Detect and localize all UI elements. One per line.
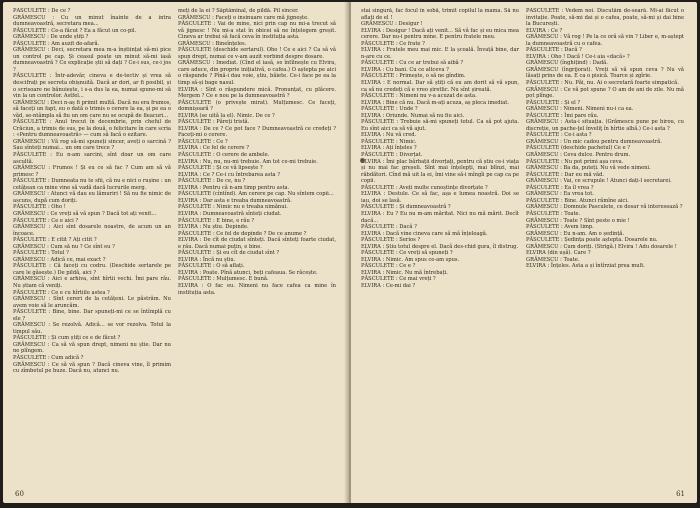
dialogue-paragraph: ELVIRA : Pentru că n-am timp pentru asta. xyxy=(178,184,290,191)
dialogue-paragraph: ELVIRA : Oho ! Dacă ! Ce-i aia «dacă» ? xyxy=(526,53,630,60)
dialogue-paragraph: PĂSCULETE : Bine. Atunci rămîne aici. xyxy=(526,197,629,204)
dialogue-paragraph: ELVIRA : Ce ? Ce-i cu întrebarea asta ? xyxy=(178,171,280,178)
dialogue-paragraph: PĂSCULETE : Am auzit de-afară. xyxy=(13,40,100,47)
dialogue-paragraph: PĂSCULETE : Anul trecut în decembrie, prin cheful de Crăciun, a trimis de sus, pe la două, o felicitare în care scria : «Pentru dumneavoastră» — cum să facă o ezitare. xyxy=(13,119,171,139)
dialogue-paragraph: PĂSCULETE : Ce frate ? xyxy=(361,40,425,47)
dialogue-paragraph: PĂSCULETE : Ce fel de depinde ? De ce anume ? xyxy=(178,230,307,237)
dialogue-paragraph: ELVIRA : Nu vă cred. xyxy=(361,132,417,139)
dialogue-paragraph: PĂSCULETE : Vai de mine, nici prin cap nu mi-a trecut să vă jignesc ! Nu mi-a stat în obicei să ne înțelegem greșit. Cineva ar trebui să facă ceva în instituția asta. xyxy=(178,21,336,41)
dialogue-paragraph: GRĂMESCU (îngrijorat). Vreți să vă spun ceva ? Nu vă lăsați prins de ea. E ca o pisică. Toarce și zgîrie. xyxy=(526,66,684,80)
dialogue-paragraph: ELVIRA : Ce-mi dai ? xyxy=(361,282,416,289)
dialogue-paragraph: GRĂMESCU : Frumos ! Și eu ce să fac ? Cum am să vă primesc ? xyxy=(13,165,171,178)
dialogue-paragraph: PĂSCULETE : Ce mai vreți ? xyxy=(361,276,436,283)
dialogue-paragraph: ELVIRA : Bine că nu. Dacă m-ați acuza, aș pleca imediat. xyxy=(361,99,509,106)
dialogue-paragraph: GRĂMESCU : Vai, ce scrupule ! Atunci dați-l secretarei. xyxy=(526,178,672,185)
dialogue-paragraph: PĂSCULETE : Avem timp. xyxy=(526,224,594,231)
dialogue-paragraph: ELVIRA : Fratele meu mai mic. E la școală. Învață bine, dar n-are cu ce. xyxy=(361,47,519,60)
right-page-columns xyxy=(361,8,687,481)
dialogue-paragraph: PĂSCULETE (o privește mirat). Mulțumesc. Ce faceți, domnișoară ? xyxy=(178,99,336,113)
dialogue-paragraph: GRĂMESCU : Ba da, puteți. Nu vă vede nimeni. xyxy=(526,165,651,172)
dialogue-paragraph: PĂSCULETE : Ea îl vrea ? xyxy=(526,184,594,191)
dialogue-paragraph: PĂSCULETE : Unde ? xyxy=(361,106,418,113)
dialogue-paragraph: ELVIRA : Cu bani. Cu ce altceva ? xyxy=(361,66,449,73)
dialogue-paragraph: GRĂMESCU : Un mic cadou pentru dumneavoastră. xyxy=(526,138,663,145)
dialogue-paragraph: ELVIRA : Dumneavoastră sînteți ciudat. xyxy=(178,210,282,217)
dialogue-paragraph: stai singură, fac focul în sobă, trimit copilul la mama. Să nu aflați de el ! xyxy=(361,8,519,21)
right-page xyxy=(351,2,697,503)
dialogue-paragraph: ELVIRA (din ușă). Care ? xyxy=(526,250,591,257)
dialogue-paragraph: GRĂMESCU : Cum doriți. (Strigă.) Elvira ! Adu dosarele ! xyxy=(526,243,677,250)
dialogue-paragraph: GRĂMESCU : De unde știți ? xyxy=(13,34,89,41)
dialogue-paragraph: ELVIRA : Înțeles. Asta a și întîrziat prea mult. xyxy=(526,263,645,270)
dialogue-paragraph: GRĂMESCU : Cu un minut înainte de a intra dumneavoastră, secretara mea... xyxy=(13,14,171,28)
dialogue-paragraph: GRĂMESCU : Aici e arhiva, sînt hîrtii vechi. Îmi pare rău. Nu știam că veniți. xyxy=(13,276,171,289)
dialogue-paragraph: GRĂMESCU : Domnule Pasculete, ce dosar vă interesează ? xyxy=(526,204,683,211)
dialogue-paragraph: PĂSCULETE : Ce ? xyxy=(178,138,228,145)
dialogue-paragraph: GRĂMESCU : Ca să vă spun drept, nimeni nu știe. Dar nu ne plîngem. xyxy=(13,341,171,355)
dialogue-paragraph: GRĂMESCU : Atunci vă dau eu lămuriri ! Să nu fie nimic de ascuns, după cum doriți. xyxy=(13,191,171,204)
dialogue-paragraph: GRĂMESCU : Deci n-aș fi primit multă. Dacă nu era frumos, să faceți un fapt, eu o dată o trimis o cerere la ea, și pe ea o văd, se-ntâmpla să fiu un om care nu se ocupă de fleacuri... xyxy=(13,99,171,119)
right-page-column-2 xyxy=(526,8,684,481)
dialogue-paragraph: ELVIRA : O fac eu. Nimeni nu face cafea ca mine în instituția asta. xyxy=(178,282,336,296)
dialogue-paragraph: ELVIRA : Nimic. Am spus ce-am spus. xyxy=(361,256,460,263)
dialogue-paragraph: PĂSCULETE : Bine, bine. Dar spuneți-mi ce se întîmplă cu ele ? xyxy=(13,309,171,322)
dialogue-paragraph: PĂSCULETE : O să aflați. xyxy=(178,263,245,270)
dialogue-paragraph: ELVIRA : Ați înțeles ? xyxy=(361,145,417,152)
dialogue-paragraph: PĂSCULETE : Și ce vă lipsește ? xyxy=(178,165,263,172)
dialogue-paragraph: GRĂMESCU : Ceva dulce. Pentru drum. xyxy=(526,152,631,159)
dialogue-paragraph: PĂSCULETE : De ce ? xyxy=(13,8,71,14)
dialogue-paragraph: PĂSCULETE (deschide sertarul). Oho ! Ce e aici ? Ca să vă spun drept, numai ce v-am auzit vorbind despre dosare. xyxy=(178,47,336,60)
dialogue-paragraph: PĂSCULETE : Totul ? xyxy=(13,250,69,257)
dialogue-paragraph: GRĂMESCU : Nimeni. Nimeni nu-i ca ea. xyxy=(526,106,634,113)
dialogue-paragraph: ELVIRA : Dar asta e treaba dumneavoastră. xyxy=(178,197,292,204)
dialogue-paragraph: ELVIRA : Știu totul despre el. Dacă des-chid gura, îl distrug. xyxy=(361,243,519,250)
dialogue-paragraph: PĂSCULETE : Nu. Păi, nu. Ai o secretară foarte simpatică. xyxy=(526,80,679,87)
dialogue-paragraph: PĂSCULETE : Toate. xyxy=(526,210,581,217)
dialogue-paragraph: meți de la ei ? Săptămînal, de pildă. Pil sincer. xyxy=(178,8,299,14)
dialogue-paragraph: PĂSCULETE : Divorțat. xyxy=(361,152,423,159)
dialogue-paragraph: GRĂMESCU : Ce vă pot spune ? O am de ani de zile. Nu mă pot plînge. xyxy=(526,86,684,100)
dialogue-paragraph: GRĂMESCU : Toate ? Sînt peste o mie ! xyxy=(526,217,630,224)
dialogue-paragraph: GRĂMESCU : Toate. xyxy=(526,256,580,263)
left-page xyxy=(3,2,347,503)
dialogue-paragraph: ELVIRA : Nimic. Nu mă întrebați. xyxy=(361,269,448,276)
dialogue-paragraph: PĂSCULETE : Primește, o să ne gîndim. xyxy=(361,73,466,80)
dialogue-paragraph: PĂSCULETE : Nimeni nu v-a acuzat de asta. xyxy=(361,93,477,100)
dialogue-paragraph: PĂSCULETE : Ce e aici ? xyxy=(13,217,79,224)
dialogue-paragraph: GRĂMESCU : Adică ce, mai exact ? xyxy=(13,256,106,263)
dialogue-paragraph: ELVIRA : Destule. Ce să fac, așa e lumea noastră. Doi se iau, doi se lasă. xyxy=(361,191,519,204)
dialogue-paragraph: PĂSCULETE : Păreți tristă. xyxy=(178,119,250,126)
dialogue-paragraph: PĂSCULETE : Îmi pare rău. xyxy=(526,112,599,119)
dialogue-paragraph: GRĂMESCU : Ce vreți să vă spun ? Dacă tot ați venit... xyxy=(13,210,157,217)
dialogue-paragraph: PĂSCULETE (deschide pachetul) Ce e ? xyxy=(526,145,631,152)
dialogue-paragraph: PĂSCULETE : Ce-i asta ? xyxy=(526,132,592,139)
dialogue-paragraph: GRĂMESCU : Vă rog să-mi spuneți sincer, aveți o sarcină ? Sau sînteți numai... un om care trece ? xyxy=(13,138,171,152)
dialogue-paragraph: GRĂMESCU : Asta-i situația. (Grămescu pune pe birou, cu discreție, un pache-ţel înveliţ în hîrtie albă.) Ce-i asta ? xyxy=(526,119,684,132)
dialogue-paragraph: PĂSCULETE : Eu n-am sarcini, sînt doar un om care ascultă. xyxy=(13,152,171,165)
dialogue-paragraph: GRĂMESCU (înghițind) : Dadă. xyxy=(526,60,608,67)
dialogue-paragraph: GRĂMESCU : Eu n-am. Am o ședință. xyxy=(526,230,625,237)
dialogue-paragraph: PĂSCULETE : Dacă ? xyxy=(361,224,417,231)
dialogue-paragraph: GRĂMESCU : Desigur ! xyxy=(361,21,423,28)
dialogue-paragraph: PĂSCULETE : Cu ce ar trebui să aibă ? xyxy=(361,60,464,67)
dialogue-paragraph: PĂSCULETE : Nimic nu e treaba nimănui. xyxy=(178,204,288,211)
dialogue-paragraph: PĂSCULETE : Nu pot primi așa ceva. xyxy=(526,158,624,165)
dialogue-paragraph: PĂSCULETE : Dacă ? xyxy=(526,47,582,54)
dialogue-paragraph: PĂSCULETE : Trebuie să-mi spuneți totul. Ca să pot ajuta. Eu sînt aici ca să vă ajut. xyxy=(361,119,519,132)
dialogue-paragraph: GRĂMESCU : Ea vrea tot. xyxy=(526,191,594,198)
dialogue-paragraph: GRĂMESCU : Sînt cereri de la cetățeni. Le păstrăm. Nu avem voie să le aruncăm. xyxy=(13,296,171,309)
dialogue-paragraph: ELVIRA : Îmi plac bărbații divorțați, pentru că știu ce-i viața și nu mai fac greșeli. Sînt mai înțelepți, mai blînzi, mai răbdători. Cînd mă uit la ei, îmi vine să-i mîngîi pe cap ca pe copii. xyxy=(361,158,519,185)
dialogue-paragraph: PĂSCULETE : Ședința poate aștepta. Dosarele nu. xyxy=(526,237,658,244)
dialogue-paragraph: GRĂMESCU : Cum să nu ? Ce sînt eu ? xyxy=(13,243,115,250)
dialogue-paragraph: GRĂMESCU : Se rezolvă. Adică... se vor rezolva. Totul la timpul său. xyxy=(13,322,171,335)
dialogue-paragraph: PĂSCULETE : O cerere de ambele. xyxy=(178,152,270,159)
dialogue-paragraph: PĂSCULETE : Oho ! xyxy=(13,204,66,211)
dialogue-paragraph: PĂSCULETE (cîntînd). Am cerere pe cap. Nu sîntem copii... xyxy=(178,191,334,198)
dialogue-paragraph: ELVIRA : Dacă vine cineva care să mă înțeleagă. xyxy=(361,230,488,237)
dialogue-paragraph: GRĂMESCU : Vă rog ! Pe la ce oră să vin ? Liber e, m-aștept la dumneavoastră cu o cafea. xyxy=(526,34,684,47)
dialogue-paragraph: GRĂMESCU : Bineînțeles. xyxy=(178,40,247,47)
dialogue-paragraph: ELVIRA : Eu ? Eu nu m-am măritat. Nici nu mă mărit. Decît dacă... xyxy=(361,210,519,224)
dialogue-paragraph: ELVIRA : Desigur ! Dacă ați venit... Să vă fac și eu mica mea cerere. Dar nu-i pentru mine. E pentru fratele meu. xyxy=(361,27,519,41)
dialogue-paragraph: PĂSCULETE : E citit ? Ați citit ? xyxy=(13,237,97,244)
dialogue-paragraph: PĂSCULETE : Ce vreți să spuneți ? xyxy=(361,250,453,257)
right-page-number: 61 xyxy=(676,490,685,498)
dialogue-paragraph: PĂSCULETE : Serios ? xyxy=(361,237,421,244)
left-page-column-1 xyxy=(13,8,171,481)
dialogue-paragraph: PĂSCULETE : Nimic. xyxy=(361,138,417,145)
dialogue-paragraph: ELVIRA : Sînt o răspundere mică. Pronunțat, cu plăcere. Mergem ? Ce e nou pe la dumneavoastră ? xyxy=(178,86,336,100)
dialogue-paragraph: ELVIRA : De ce ? Ce pot face ? Dumneavoastră ce credeți ? Faceți-mi o cerere. xyxy=(178,125,336,139)
dialogue-paragraph: PĂSCULETE : Și eu cît de ciudat sînt ? xyxy=(178,250,280,257)
dialogue-paragraph: PĂSCULETE : Și dumneavoastră ? xyxy=(361,204,451,211)
dialogue-paragraph: PĂSCULETE : Dar eu mă văd. xyxy=(526,171,605,178)
dialogue-paragraph: PĂSCULETE : Ce e cu hîrtiile astea ? xyxy=(13,289,110,296)
dialogue-paragraph: PĂSCULETE : Ce-a făcut ? Ea a făcut un co-pil. xyxy=(13,27,137,34)
left-page-number: 60 xyxy=(15,490,24,498)
dialogue-paragraph: PĂSCULETE : E bine, e rău ? xyxy=(178,217,255,224)
dialogue-paragraph: PĂSCULETE : Și el ? xyxy=(526,99,581,106)
dialogue-paragraph: PĂSCULETE : Cum adică ? xyxy=(13,354,84,361)
dialogue-paragraph: ELVIRA : Ce fel de cerere ? xyxy=(178,145,249,152)
dialogue-paragraph: PĂSCULETE : Și cum știți ce e de făcut ? xyxy=(13,335,121,342)
dialogue-paragraph: ELVIRA : Poate. Pînă atunci, beți cafeaua. Se răcește. xyxy=(178,269,318,276)
dialogue-paragraph: ELVIRA (se uită la el). Nimic. De ce ? xyxy=(178,112,275,119)
dialogue-paragraph: PĂSCULETE : Că faceți cu codru. (Deschide sertarele pe care le găsește.) De pildă, aici ? xyxy=(13,263,171,276)
dialogue-paragraph: ELVIRA : Ce ? xyxy=(526,27,563,34)
dialogue-paragraph: PĂSCULETE : De ce, nu ? xyxy=(178,178,246,185)
dialogue-paragraph: PĂSCULETE : Aveți multe cunoștințe divorțate ? xyxy=(361,184,488,191)
dialogue-paragraph: GRĂMESCU : Faceți o insinuare care mă jignește. xyxy=(178,14,309,21)
dialogue-paragraph: PĂSCULETE : Într-adevăr, cineva e de-tectiv și vrea să descifrați pe secreta obișnuită. Dacă ar dori, ar fi posibil, și o scrisoare ne bănuiește, i s-a dus la ea, numai spune-mi să vin la un controlor. Astfel... xyxy=(13,73,171,100)
dialogue-paragraph: GRĂMESCU : Imediat. (Cînd el iasă, se întîlnește cu Elvira, care aduce, din proprie inițiativă, o cafea.) O aștepta pe aici o răspunde ? Pînă-i dau voie, știu, băiete. Ce-i face pe ea la timp să-și bage nasul. xyxy=(178,60,336,87)
right-page-column-1 xyxy=(361,8,519,481)
dialogue-paragraph: ELVIRA : Nu, nu, nu-mi trebuie. Am tot ce-mi trebuie. xyxy=(178,158,318,165)
dialogue-paragraph: PĂSCULETE : Vedem noi. Discutăm de-seară. Mi-ai făcut o invitație. Poate, să-mi dai și o cafea, poate, să-mi și dai bine la București. xyxy=(526,8,684,28)
dialogue-paragraph: GRĂMESCU : Deci, secretara mea m-a înștiințat să-mi pice un control pe cap. Și ceasul poate un minut să-mi iasă dumneavoastră ? Ce explicație știi să dați ? Ce-i sus, ce-i jos ? xyxy=(13,47,171,73)
dialogue-paragraph: GRĂMESCU : Aici sînt dosarele noastre, de acum un an încoace. xyxy=(13,224,171,237)
dialogue-paragraph: PĂSCULETE : Dumneata nu te sfii, că nu e nici o rușine : un cetățean ca mine vine să vadă dacă lucrurile merg. xyxy=(13,178,171,191)
dialogue-paragraph: ELVIRA : Încă nu știu. xyxy=(178,256,236,263)
left-page-column-2 xyxy=(178,8,336,481)
dialogue-paragraph: PĂSCULETE : Ce e ? xyxy=(361,263,416,270)
dialogue-paragraph: PĂSCULETE : Mulțumesc. E bună. xyxy=(178,276,269,283)
dialogue-paragraph: ELVIRA : Oriunde. Numai să nu fiu aici. xyxy=(361,112,465,119)
dialogue-paragraph: ELVIRA : E normal. Dar să știți că eu am dorit să vă spun, ca să nu credeți că e vreo șiretlic. Nu sînt șireată. xyxy=(361,80,519,93)
dialogue-paragraph: ELVIRA : Nu știu. Depinde. xyxy=(178,224,249,231)
dialogue-paragraph: GRĂMESCU : Ce să vă spun ? Dacă cineva vine, îl primim cu zîmbetul pe buze. Dacă nu, atunci nu. xyxy=(13,361,171,375)
left-page-columns xyxy=(13,8,337,481)
dialogue-paragraph: ELVIRA : De cît de ciudat sînteți. Dacă sînteți foarte ciudat, e rău. Dacă numai puțin, e bine. xyxy=(178,237,336,250)
